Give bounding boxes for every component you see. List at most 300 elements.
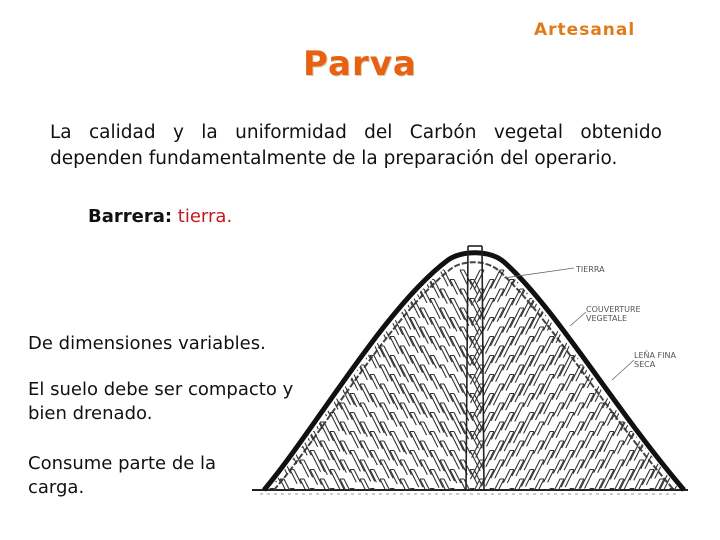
wood-log-stroke (390, 280, 402, 296)
wood-log-stroke (670, 384, 684, 403)
wood-log-stroke (320, 346, 334, 366)
barrier-line (88, 206, 232, 227)
wood-log-stroke (310, 318, 321, 332)
wood-log-stroke (574, 308, 584, 321)
wood-log-stroke (260, 308, 272, 323)
wood-log-stroke (450, 413, 465, 435)
wood-log-stroke (682, 451, 690, 468)
wood-log-stroke (300, 327, 312, 343)
wood-log-stroke (440, 365, 450, 378)
wood-log-stroke (410, 356, 423, 373)
wood-log-stroke (430, 299, 444, 319)
wood-log-stroke (370, 413, 384, 433)
wood-log-stroke (270, 413, 281, 426)
wood-log-stroke (400, 346, 413, 364)
wood-log-stroke (522, 318, 534, 335)
wood-log-stroke (430, 318, 444, 338)
wood-log-stroke (370, 280, 381, 294)
wood-log-stroke (502, 394, 514, 411)
figure-label-line: COUVERTURE (586, 305, 641, 314)
wood-log-stroke (370, 356, 380, 369)
wood-log-stroke (330, 318, 340, 331)
wood-log-stroke (340, 403, 352, 420)
wood-log-stroke (330, 470, 345, 492)
wood-log-stroke (612, 346, 624, 363)
wood-log-stroke (400, 365, 413, 382)
wood-log-stroke (574, 403, 584, 416)
wood-log-stroke (592, 403, 604, 420)
wood-log-stroke (552, 422, 564, 438)
wood-log-stroke (360, 460, 375, 481)
wood-log-stroke (290, 375, 300, 388)
wood-log-stroke (280, 384, 292, 400)
wood-log-stroke (642, 299, 654, 315)
wood-log-stroke (380, 270, 391, 283)
wood-log-stroke (310, 451, 325, 472)
wood-log-stroke (280, 289, 294, 310)
wood-log-stroke (420, 308, 432, 325)
wood-log-stroke (623, 394, 634, 407)
wood-log-stroke (470, 451, 484, 471)
wood-log-stroke (531, 403, 544, 420)
figure-label-line: SECA (634, 360, 656, 369)
wood-log-stroke (543, 451, 554, 465)
wood-log-stroke (430, 451, 444, 472)
wood-log-stroke (290, 394, 303, 411)
wood-log-stroke (544, 470, 554, 483)
wood-log-stroke (320, 479, 332, 495)
wood-log-stroke (613, 327, 624, 340)
wood-log-stroke (602, 356, 614, 372)
wood-log-stroke (390, 451, 402, 466)
wood-log-stroke (552, 384, 564, 400)
wood-log-stroke (380, 403, 392, 420)
wood-log-stroke (440, 289, 451, 304)
wood-log-stroke (674, 460, 684, 473)
wood-log-stroke (642, 413, 654, 429)
wood-log-stroke (430, 413, 444, 433)
wood-log-stroke (512, 479, 524, 494)
wood-log-stroke (290, 337, 303, 355)
label-tierra: TIERRA (576, 265, 605, 274)
wood-log-stroke (410, 394, 424, 415)
wood-log-stroke (642, 394, 654, 410)
wood-log-stroke (390, 394, 402, 410)
wood-log-stroke (491, 346, 504, 363)
wood-log-stroke (520, 413, 534, 434)
wood-log-stroke (612, 289, 624, 306)
wood-log-stroke (512, 441, 524, 456)
wood-log-stroke (410, 413, 420, 426)
wood-log-stroke (430, 489, 443, 507)
wood-log-stroke (440, 308, 454, 328)
wood-log-stroke (320, 308, 332, 324)
wood-log-stroke (592, 346, 604, 362)
wood-log-stroke (630, 460, 644, 480)
wood-log-stroke (360, 270, 373, 287)
wood-log-stroke (440, 384, 453, 402)
wood-log-stroke (460, 289, 472, 306)
wood-log-stroke (653, 270, 664, 284)
wood-log-stroke (572, 441, 584, 458)
wood-log-stroke (640, 375, 654, 394)
wood-log-stroke (410, 470, 423, 488)
wood-log-stroke (380, 289, 394, 308)
wood-log-stroke (670, 308, 684, 328)
wood-log-stroke (360, 441, 372, 458)
wood-log-stroke (440, 460, 455, 481)
wood-log-stroke (623, 375, 634, 389)
wood-log-stroke (530, 308, 544, 329)
wood-log-stroke (601, 489, 614, 507)
intro-paragraph: La calidad y la uniformidad del Carbón vegetal obtenido dependen fundamentalmente de la preparación del operario. (50, 122, 662, 169)
wood-log-stroke (492, 365, 504, 382)
wood-log-stroke (670, 289, 684, 309)
wood-log-stroke (410, 337, 422, 353)
label-couverture (586, 305, 641, 323)
wood-log-stroke (410, 375, 423, 392)
wood-log-stroke (350, 280, 365, 301)
wood-log-stroke (330, 280, 342, 297)
wood-log-stroke (350, 451, 364, 472)
bullet-load: Consume parte de la carga. (28, 453, 217, 498)
wood-log-stroke (300, 270, 311, 284)
wood-log-stroke (450, 394, 464, 415)
wood-log-stroke (583, 394, 594, 409)
wood-log-stroke (663, 280, 674, 293)
wood-log-stroke (544, 413, 554, 426)
wood-log-stroke (521, 470, 534, 487)
wood-log-stroke (420, 460, 431, 475)
wood-log-stroke (350, 318, 361, 331)
wood-log-stroke (560, 356, 574, 377)
kiln-cross-section-illustration (250, 240, 690, 510)
wood-log-stroke (400, 460, 411, 475)
wood-log-stroke (491, 403, 504, 421)
wood-log-stroke (310, 470, 322, 485)
wood-log-stroke (659, 489, 674, 511)
wood-log-stroke (679, 413, 690, 434)
wood-log-stroke (622, 280, 634, 296)
wood-log-stroke (593, 422, 604, 436)
wood-log-stroke (290, 470, 301, 484)
wood-log-stroke (360, 289, 372, 305)
wood-log-stroke (310, 375, 323, 392)
wood-log-stroke (661, 299, 674, 318)
wood-log-stroke (551, 441, 564, 458)
wood-log-stroke (310, 337, 322, 354)
wood-log-stroke (631, 289, 644, 306)
wood-log-stroke (619, 470, 634, 491)
wood-log-stroke (300, 460, 313, 477)
wood-log-stroke (410, 451, 422, 467)
wood-log-stroke (420, 441, 432, 457)
wood-log-stroke (290, 299, 302, 316)
wood-log-stroke (581, 489, 594, 508)
wood-log-stroke (602, 337, 614, 353)
wood-log-stroke (571, 384, 584, 402)
wood-log-stroke (440, 422, 451, 437)
wood-log-stroke (420, 422, 431, 435)
wood-log-stroke (320, 327, 331, 341)
wood-log-stroke (290, 413, 302, 428)
bullet-ground: El suelo debe ser compacto y bien drenado. (28, 379, 294, 424)
wood-log-stroke (683, 432, 690, 447)
wood-log-stroke (360, 308, 372, 325)
wood-log-stroke (653, 422, 664, 436)
wood-log-stroke (280, 346, 295, 368)
wood-log-stroke (270, 394, 283, 411)
wood-log-stroke (620, 356, 634, 376)
wood-log-stroke (370, 375, 381, 390)
wood-log-stroke (491, 422, 504, 439)
wood-log-stroke (260, 422, 273, 440)
wood-log-stroke (480, 394, 494, 414)
wood-log-stroke (260, 327, 273, 345)
wood-log-stroke (320, 270, 331, 285)
wood-log-stroke (370, 299, 381, 313)
wood-log-stroke (420, 384, 432, 399)
wood-log-stroke (502, 451, 514, 467)
wood-log-stroke (350, 432, 362, 449)
wood-log-stroke (561, 470, 574, 488)
wood-log-stroke (569, 289, 584, 310)
wood-log-stroke (270, 337, 280, 350)
wood-log-stroke (643, 318, 654, 332)
wood-log-stroke (560, 489, 574, 508)
wood-log-stroke (562, 394, 574, 410)
wood-log-stroke (350, 489, 364, 508)
wood-log-stroke (300, 403, 313, 420)
wood-log-stroke (509, 422, 524, 443)
wood-log-stroke (260, 460, 272, 476)
wood-log-stroke (310, 432, 322, 447)
wood-log-stroke (390, 432, 404, 453)
wood-log-stroke (542, 337, 554, 354)
label-lena (634, 350, 676, 369)
wood-log-stroke (280, 403, 293, 421)
wood-log-stroke (573, 327, 584, 340)
wood-log-stroke (420, 327, 432, 344)
wood-log-stroke (662, 413, 674, 428)
wood-log-stroke (673, 403, 684, 416)
wood-log-stroke (503, 356, 514, 371)
wood-log-stroke (310, 356, 321, 370)
figure-label-line: VEGETALE (586, 314, 628, 323)
wood-log-stroke (300, 308, 310, 321)
wood-log-stroke (501, 413, 514, 431)
wood-log-stroke (370, 318, 380, 331)
wood-log-stroke (611, 270, 624, 288)
wood-log-stroke (400, 403, 412, 418)
wood-log-stroke (613, 384, 624, 398)
wood-log-stroke (540, 489, 554, 509)
wood-log-stroke (380, 346, 395, 367)
wood-log-stroke (540, 394, 554, 415)
wood-log-stroke (330, 337, 342, 353)
wood-log-stroke (300, 289, 312, 306)
wood-log-stroke (600, 432, 614, 452)
wood-log-stroke (533, 422, 544, 435)
wood-log-stroke (553, 270, 564, 285)
wood-log-stroke (520, 489, 534, 508)
wood-log-stroke (651, 403, 664, 421)
wood-log-stroke (300, 346, 313, 364)
wood-log-stroke (663, 451, 674, 464)
wood-log-stroke (290, 280, 305, 301)
wood-log-stroke (523, 394, 534, 407)
wood-log-stroke (614, 441, 624, 454)
wood-log-stroke (541, 280, 554, 298)
wood-log-stroke (640, 489, 654, 509)
wood-log-stroke (280, 422, 291, 436)
wood-log-stroke (622, 451, 634, 467)
wood-log-stroke (590, 327, 604, 348)
wood-log-stroke (650, 384, 664, 404)
wood-log-stroke (300, 384, 312, 399)
wood-log-stroke (680, 299, 690, 318)
wood-log-stroke (552, 479, 564, 495)
wood-log-stroke (370, 432, 383, 449)
wood-log-stroke (472, 441, 484, 458)
wood-log-stroke (340, 270, 352, 287)
wood-log-stroke (270, 375, 284, 395)
wood-log-stroke (270, 318, 281, 333)
wood-log-stroke (270, 299, 282, 316)
wood-log-stroke (440, 346, 452, 362)
wood-log-stroke (483, 318, 494, 331)
wood-log-stroke (470, 489, 483, 507)
wood-log-stroke (390, 337, 403, 354)
wood-log-stroke (500, 489, 514, 509)
wood-log-stroke (320, 365, 331, 379)
barrier-label: Barrera: (88, 206, 173, 227)
wood-log-stroke (450, 280, 462, 295)
wood-log-stroke (553, 403, 564, 416)
wood-log-stroke (530, 460, 544, 480)
wood-log-stroke (479, 375, 494, 396)
wood-log-stroke (270, 356, 283, 375)
wood-log-stroke (440, 441, 452, 456)
wood-log-stroke (670, 365, 684, 384)
wood-log-stroke (502, 280, 514, 297)
wood-log-stroke (581, 451, 594, 469)
wood-log-stroke (310, 489, 324, 509)
wood-log-stroke (450, 337, 464, 358)
wood-log-stroke (679, 375, 690, 396)
wood-log-stroke (632, 384, 644, 400)
wood-log-stroke (260, 384, 272, 399)
wood-log-stroke (460, 308, 473, 326)
wood-log-stroke (680, 337, 690, 358)
wood-log-stroke (340, 289, 353, 307)
wood-log-stroke (662, 394, 674, 410)
wood-log-stroke (460, 270, 472, 285)
wood-log-stroke (390, 356, 405, 377)
wood-log-stroke (502, 318, 514, 333)
wood-log-stroke (679, 394, 690, 415)
wood-log-stroke (360, 422, 371, 437)
wood-log-stroke (542, 356, 554, 371)
wood-log-stroke (360, 403, 371, 417)
wood-log-stroke (632, 270, 644, 287)
wood-log-stroke (502, 375, 514, 391)
wood-log-stroke (564, 299, 574, 312)
wood-log-stroke (473, 403, 484, 418)
wood-log-stroke (390, 470, 401, 485)
wood-log-stroke (633, 327, 644, 340)
wood-log-stroke (460, 327, 472, 343)
wood-log-stroke (512, 289, 524, 305)
wood-log-stroke (260, 289, 271, 304)
wood-log-stroke (330, 356, 343, 373)
wood-log-stroke (591, 441, 604, 459)
wood-log-stroke (511, 365, 524, 383)
wood-log-stroke (673, 270, 684, 283)
wood-log-stroke (634, 403, 644, 416)
wood-log-stroke (500, 337, 514, 358)
wood-log-stroke (270, 280, 285, 301)
wood-log-stroke (512, 346, 524, 363)
wood-log-stroke (532, 327, 544, 342)
wood-log-stroke (320, 289, 331, 304)
wood-log-stroke (672, 422, 684, 438)
wood-log-stroke (450, 299, 465, 320)
wood-log-stroke (310, 280, 321, 294)
wood-log-stroke (350, 375, 362, 391)
wood-log-stroke (530, 346, 544, 367)
wood-log-stroke (519, 375, 534, 396)
wood-log-stroke (651, 308, 664, 327)
wood-log-stroke (350, 299, 364, 318)
wood-log-stroke (489, 384, 504, 405)
wood-log-stroke (680, 280, 690, 301)
wood-log-stroke (270, 432, 281, 446)
wood-log-stroke (400, 270, 414, 291)
wood-log-stroke (260, 346, 273, 364)
wood-log-stroke (290, 318, 304, 338)
wood-log-stroke (260, 365, 274, 386)
wood-log-stroke (400, 422, 412, 438)
wood-log-stroke (410, 489, 423, 508)
wood-log-stroke (593, 479, 604, 494)
wood-log-stroke (350, 337, 363, 354)
wood-log-stroke (684, 318, 690, 331)
wood-log-stroke (642, 280, 654, 296)
wood-log-stroke (621, 337, 634, 354)
wood-log-stroke (300, 365, 311, 378)
wood-log-stroke (523, 432, 534, 447)
wood-log-stroke (330, 299, 341, 314)
wood-log-stroke (652, 289, 664, 306)
wood-log-stroke (682, 356, 690, 372)
wood-log-stroke (470, 318, 483, 335)
wood-log-stroke (260, 270, 273, 287)
wood-log-stroke (600, 280, 614, 300)
wood-log-stroke (260, 441, 274, 461)
wood-log-stroke (612, 479, 624, 494)
wood-log-stroke (280, 270, 293, 288)
wood-log-stroke (260, 403, 274, 423)
wood-log-stroke (470, 394, 482, 411)
wood-log-stroke (562, 413, 574, 428)
wood-log-stroke (340, 346, 352, 363)
wood-log-stroke (512, 460, 524, 476)
page-title: Parva (303, 44, 417, 84)
wood-log-stroke (672, 327, 684, 342)
wood-log-stroke (662, 432, 674, 448)
wood-log-stroke (390, 413, 401, 427)
